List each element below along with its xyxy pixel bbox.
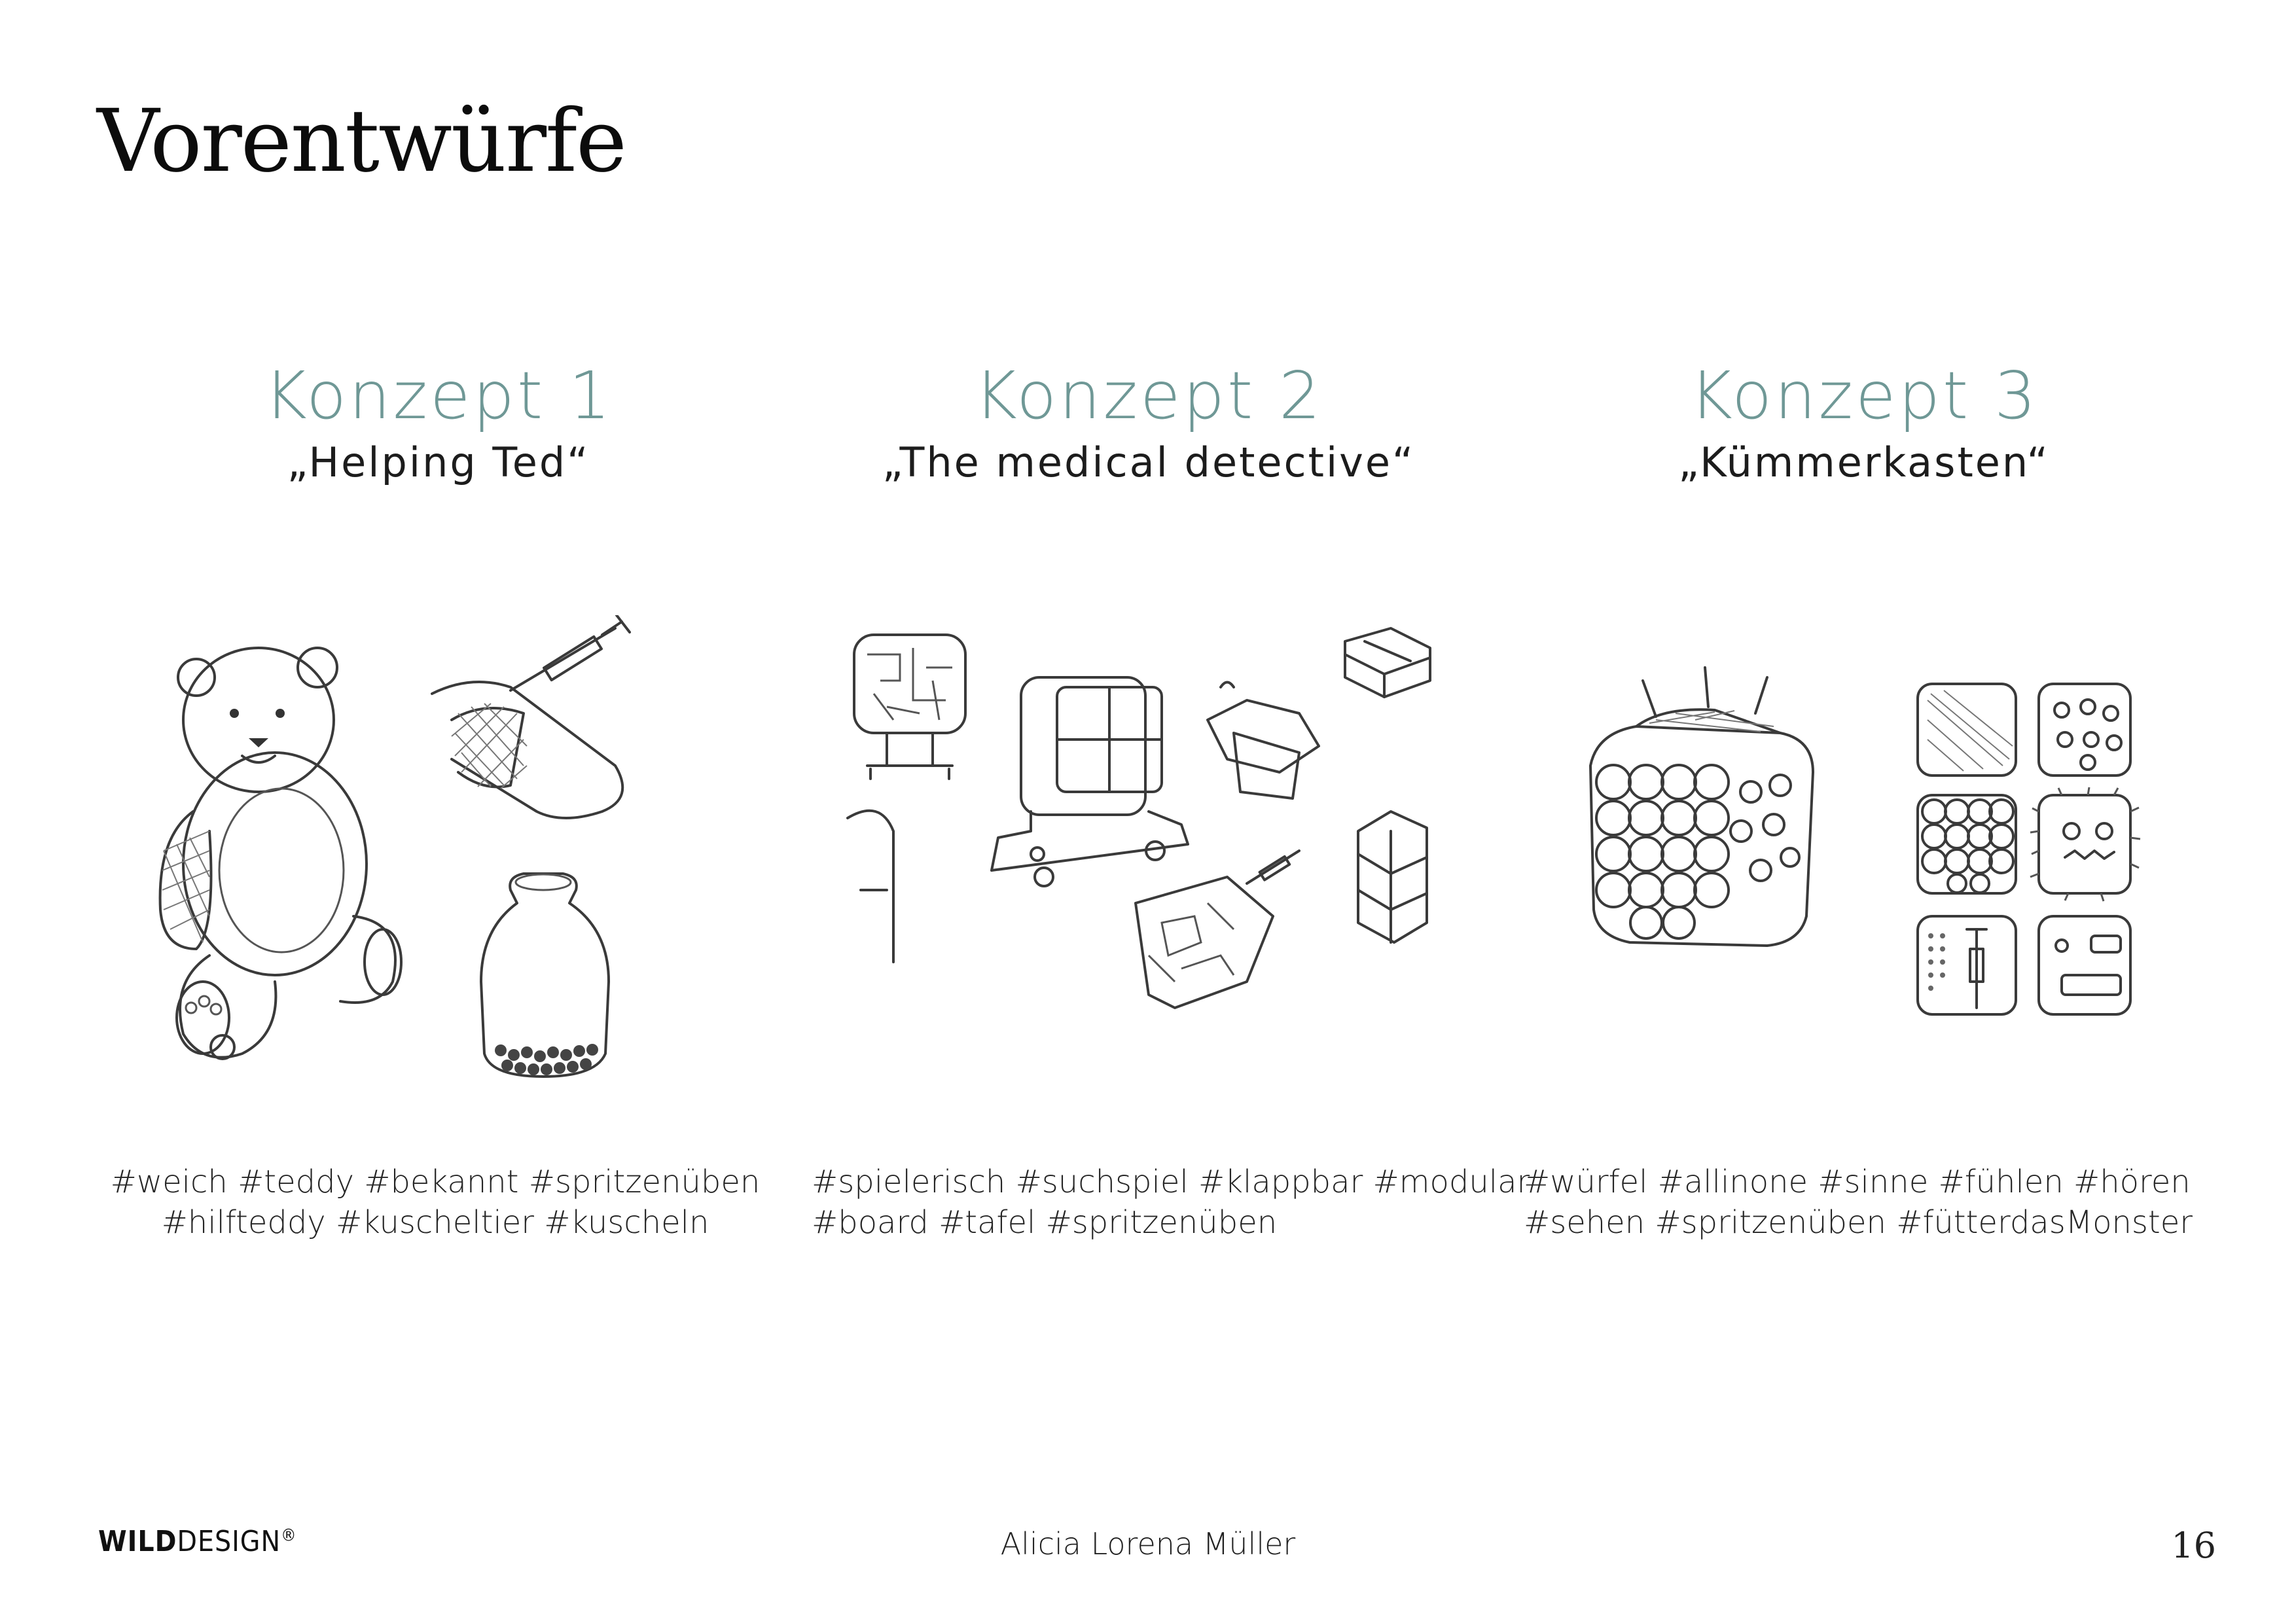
logo-regular-text: DESIGN (177, 1525, 281, 1558)
concept-2-tags (812, 1162, 1530, 1243)
teddy-sketch (144, 615, 668, 1086)
concept-1-tags-line2: #hilfteddy #kuscheltier #kuscheln (161, 1204, 709, 1241)
registered-mark: ® (281, 1525, 297, 1546)
concept-2-subtitle: „The medical detective“ (882, 438, 1416, 486)
concept-1-subtitle: „Helping Ted“ (287, 438, 590, 486)
page-number: 16 (2171, 1525, 2216, 1566)
concept-3-tags-line1: #würfel #allinone #sinne #fühlen #hören (1524, 1164, 2191, 1200)
concept-2-tags-line2: #board #tafel #spritzenüben (812, 1204, 1278, 1241)
concept-3-tags (1524, 1162, 2193, 1243)
author-name: Alicia Lorena Müller (1000, 1526, 1296, 1561)
page-title: Vorentwürfe (97, 91, 626, 192)
concept-2-tags-line1: #spielerisch #suchspiel #klappbar #modular (812, 1164, 1530, 1200)
concept-3-name: Konzept 3 (1689, 357, 2039, 434)
board-sketch (841, 615, 1469, 1034)
concept-2-name: Konzept 2 (974, 357, 1323, 434)
cube-sketch (1564, 654, 2193, 1021)
concept-3-subtitle: „Kümmerkasten“ (1678, 438, 2050, 486)
concept-1-name: Konzept 1 (264, 357, 613, 434)
concept-2-heading (821, 357, 1476, 487)
concept-3-tags-line2: #sehen #spritzenüben #fütterdasMonster (1524, 1204, 2193, 1241)
logo-bold-text: WILD (98, 1525, 177, 1558)
concept-1-tags (92, 1162, 779, 1243)
concept-1-tags-line1: #weich #teddy #bekannt #spritzenüben (110, 1164, 761, 1200)
concept-1-heading (111, 357, 766, 487)
concept-3-heading (1537, 357, 2191, 487)
